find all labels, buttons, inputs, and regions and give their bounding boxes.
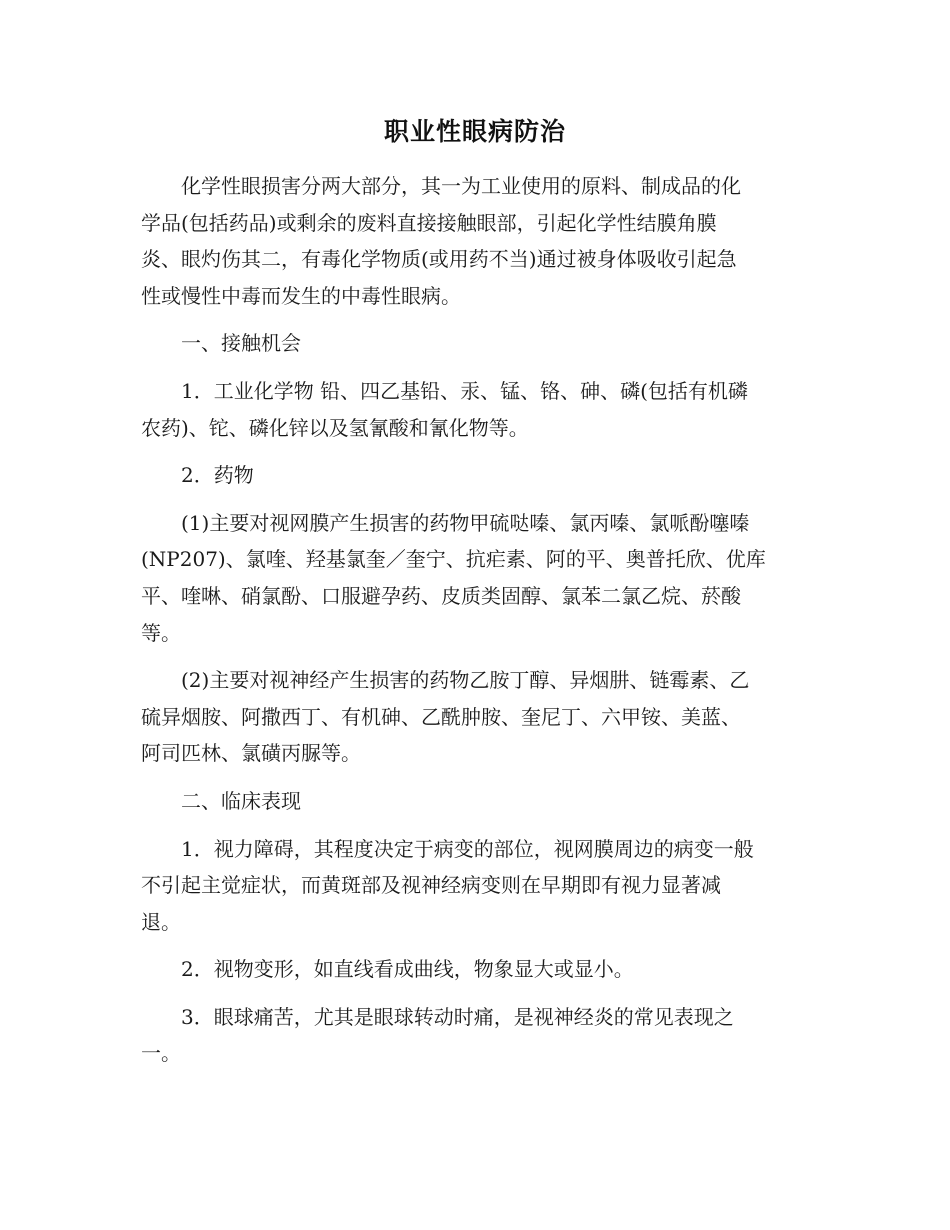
paragraph bbox=[141, 505, 809, 651]
paragraph-line: 炎、眼灼伤其二，有毒化学物质(或用药不当)通过被身体吸收引起急 bbox=[141, 247, 737, 272]
paragraph-line: 一。 bbox=[141, 1041, 181, 1066]
paragraph bbox=[141, 168, 809, 314]
paragraph-line: 农药)、铊、磷化锌以及氢氰酸和氰化物等。 bbox=[141, 415, 529, 440]
paragraph-line: 性或慢性中毒而发生的中毒性眼病。 bbox=[141, 283, 461, 308]
paragraph-line: 等。 bbox=[141, 620, 181, 645]
paragraph-line: 不引起主觉症状，而黄斑部及视神经病变则在早期即有视力显著减 bbox=[141, 873, 721, 898]
paragraph-line: 二、临床表现 bbox=[181, 788, 301, 813]
paragraph-line: 1．工业化学物 铅、四乙基铅、汞、锰、铬、砷、磷(包括有机磷 bbox=[181, 378, 748, 403]
paragraph-line: 硫异烟胺、阿撒西丁、有机砷、乙酰肿胺、奎尼丁、六甲铵、美蓝、 bbox=[141, 704, 741, 729]
document-body bbox=[141, 168, 809, 1083]
paragraph bbox=[141, 831, 809, 941]
page-title: 职业性眼病防治 bbox=[383, 117, 566, 146]
paragraph bbox=[141, 783, 809, 820]
paragraph bbox=[141, 951, 809, 988]
paragraph-line: 阿司匹林、氯磺丙脲等。 bbox=[141, 741, 361, 766]
paragraph bbox=[141, 999, 809, 1072]
paragraph-line: (NP207)、氯喹、羟基氯奎／奎宁、抗疟素、阿的平、奥普托欣、优库 bbox=[141, 547, 766, 572]
paragraph-line: 化学性眼损害分两大部分，其一为工业使用的原料、制成品的化 bbox=[181, 174, 741, 198]
paragraph-line: 退。 bbox=[141, 909, 181, 934]
paragraph-line: 2．视物变形，如直线看成曲线，物象显大或显小。 bbox=[181, 957, 634, 982]
paragraph-line: 3．眼球痛苦，尤其是眼球转动时痛，是视神经炎的常见表现之 bbox=[181, 1004, 734, 1029]
paragraph-line: 平、喹啉、硝氯酚、口服避孕药、皮质类固醇、氯苯二氯乙烷、菸酸 bbox=[141, 583, 741, 608]
paragraph-line: 2．药物 bbox=[181, 463, 254, 488]
paragraph bbox=[141, 457, 809, 494]
paragraph-line: (2)主要对视神经产生损害的药物乙胺丁醇、异烟肼、链霉素、乙 bbox=[181, 668, 750, 693]
paragraph bbox=[141, 662, 809, 772]
paragraph-line: 1．视力障碍，其程度决定于病变的部位，视网膜周边的病变一般 bbox=[181, 836, 754, 861]
paragraph-line: 学品(包括药品)或剩余的废料直接接触眼部，引起化学性结膜角膜 bbox=[141, 210, 717, 235]
paragraph bbox=[141, 325, 809, 362]
paragraph-line: (1)主要对视网膜产生损害的药物甲硫哒嗪、氯丙嗪、氯哌酚噻嗪 bbox=[181, 510, 750, 535]
paragraph-line: 一、接触机会 bbox=[181, 331, 301, 356]
paragraph bbox=[141, 373, 809, 446]
